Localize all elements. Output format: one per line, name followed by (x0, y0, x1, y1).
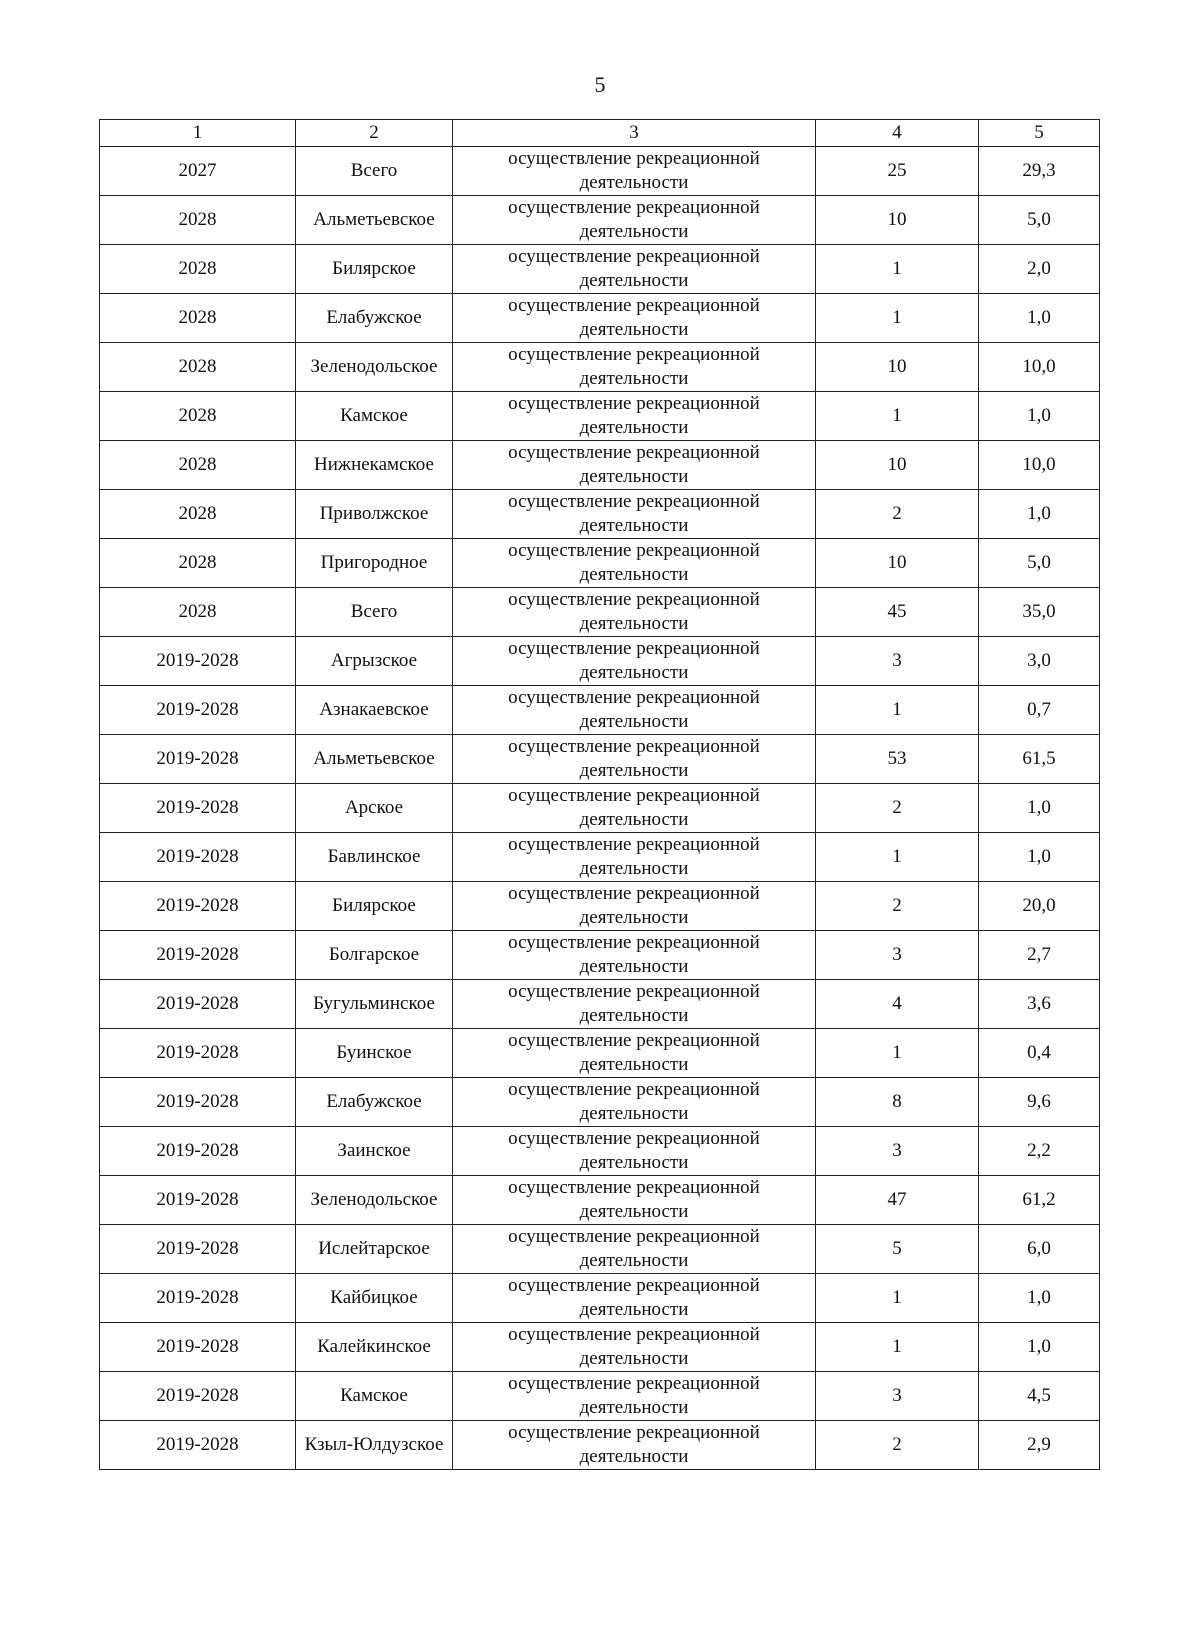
column-header-3: 3 (453, 120, 816, 147)
count-cell: 1 (816, 1029, 979, 1078)
count-cell: 8 (816, 1078, 979, 1127)
area-cell: 2,7 (979, 931, 1100, 980)
area-cell: 0,4 (979, 1029, 1100, 1078)
header-row (100, 120, 1100, 147)
table-row (100, 294, 1100, 343)
district-cell: Заинское (296, 1127, 453, 1176)
table-row (100, 833, 1100, 882)
table-row (100, 490, 1100, 539)
table-row (100, 1323, 1100, 1372)
table-row (100, 980, 1100, 1029)
activity-cell: осуществление рекреационной деятельности (453, 1323, 816, 1372)
area-cell: 2,9 (979, 1421, 1100, 1470)
count-cell: 10 (816, 196, 979, 245)
district-cell: Арское (296, 784, 453, 833)
district-cell: Всего (296, 588, 453, 637)
area-cell: 1,0 (979, 833, 1100, 882)
count-cell: 1 (816, 392, 979, 441)
area-cell: 61,5 (979, 735, 1100, 784)
area-cell: 4,5 (979, 1372, 1100, 1421)
count-cell: 2 (816, 882, 979, 931)
table-row (100, 588, 1100, 637)
area-cell: 1,0 (979, 392, 1100, 441)
period-cell: 2019-2028 (100, 931, 296, 980)
table-row (100, 784, 1100, 833)
district-cell: Камское (296, 1372, 453, 1421)
table-header (100, 120, 1100, 147)
count-cell: 2 (816, 1421, 979, 1470)
area-cell: 3,0 (979, 637, 1100, 686)
district-cell: Елабужское (296, 294, 453, 343)
district-cell: Елабужское (296, 1078, 453, 1127)
table-row (100, 539, 1100, 588)
period-cell: 2028 (100, 294, 296, 343)
count-cell: 53 (816, 735, 979, 784)
area-cell: 1,0 (979, 784, 1100, 833)
data-table (99, 119, 1100, 1470)
area-cell: 61,2 (979, 1176, 1100, 1225)
district-cell: Бугульминское (296, 980, 453, 1029)
table-row (100, 1274, 1100, 1323)
count-cell: 1 (816, 245, 979, 294)
table-row (100, 441, 1100, 490)
period-cell: 2019-2028 (100, 686, 296, 735)
area-cell: 0,7 (979, 686, 1100, 735)
activity-cell: осуществление рекреационной деятельности (453, 784, 816, 833)
count-cell: 1 (816, 1323, 979, 1372)
area-cell: 2,0 (979, 245, 1100, 294)
period-cell: 2019-2028 (100, 1323, 296, 1372)
area-cell: 20,0 (979, 882, 1100, 931)
period-cell: 2028 (100, 441, 296, 490)
district-cell: Бавлинское (296, 833, 453, 882)
period-cell: 2028 (100, 343, 296, 392)
period-cell: 2019-2028 (100, 784, 296, 833)
period-cell: 2019-2028 (100, 833, 296, 882)
district-cell: Пригородное (296, 539, 453, 588)
period-cell: 2019-2028 (100, 882, 296, 931)
column-header-1: 1 (100, 120, 296, 147)
activity-cell: осуществление рекреационной деятельности (453, 1029, 816, 1078)
count-cell: 1 (816, 686, 979, 735)
activity-cell: осуществление рекреационной деятельности (453, 196, 816, 245)
district-cell: Приволжское (296, 490, 453, 539)
table-row (100, 147, 1100, 196)
table-row (100, 931, 1100, 980)
activity-cell: осуществление рекреационной деятельности (453, 1176, 816, 1225)
area-cell: 29,3 (979, 147, 1100, 196)
activity-cell: осуществление рекреационной деятельности (453, 833, 816, 882)
period-cell: 2019-2028 (100, 1274, 296, 1323)
period-cell: 2019-2028 (100, 1078, 296, 1127)
count-cell: 10 (816, 441, 979, 490)
activity-cell: осуществление рекреационной деятельности (453, 931, 816, 980)
activity-cell: осуществление рекреационной деятельности (453, 392, 816, 441)
district-cell: Болгарское (296, 931, 453, 980)
page-number: 5 (594, 72, 606, 97)
district-cell: Кзыл-Юлдузское (296, 1421, 453, 1470)
activity-cell: осуществление рекреационной деятельности (453, 637, 816, 686)
activity-cell: осуществление рекреационной деятельности (453, 1225, 816, 1274)
count-cell: 25 (816, 147, 979, 196)
district-cell: Нижнекамское (296, 441, 453, 490)
area-cell: 9,6 (979, 1078, 1100, 1127)
table-row (100, 1029, 1100, 1078)
table-row (100, 1176, 1100, 1225)
period-cell: 2028 (100, 392, 296, 441)
table-row (100, 1421, 1100, 1470)
table-row (100, 735, 1100, 784)
column-header-2: 2 (296, 120, 453, 147)
activity-cell: осуществление рекреационной деятельности (453, 686, 816, 735)
period-cell: 2028 (100, 490, 296, 539)
district-cell: Зеленодольское (296, 343, 453, 392)
district-cell: Азнакаевское (296, 686, 453, 735)
count-cell: 2 (816, 490, 979, 539)
count-cell: 1 (816, 833, 979, 882)
table-row (100, 1372, 1100, 1421)
period-cell: 2028 (100, 196, 296, 245)
activity-cell: осуществление рекреационной деятельности (453, 735, 816, 784)
table-row (100, 637, 1100, 686)
period-cell: 2019-2028 (100, 637, 296, 686)
count-cell: 3 (816, 1127, 979, 1176)
count-cell: 1 (816, 1274, 979, 1323)
table-row (100, 882, 1100, 931)
count-cell: 3 (816, 1372, 979, 1421)
activity-cell: осуществление рекреационной деятельности (453, 1274, 816, 1323)
table-row (100, 392, 1100, 441)
period-cell: 2019-2028 (100, 1029, 296, 1078)
area-cell: 5,0 (979, 539, 1100, 588)
activity-cell: осуществление рекреационной деятельности (453, 490, 816, 539)
district-cell: Кайбицкое (296, 1274, 453, 1323)
activity-cell: осуществление рекреационной деятельности (453, 441, 816, 490)
count-cell: 10 (816, 539, 979, 588)
activity-cell: осуществление рекреационной деятельности (453, 343, 816, 392)
period-cell: 2028 (100, 539, 296, 588)
count-cell: 3 (816, 637, 979, 686)
activity-cell: осуществление рекреационной деятельности (453, 147, 816, 196)
area-cell: 10,0 (979, 343, 1100, 392)
activity-cell: осуществление рекреационной деятельности (453, 588, 816, 637)
area-cell: 5,0 (979, 196, 1100, 245)
table-row (100, 196, 1100, 245)
area-cell: 35,0 (979, 588, 1100, 637)
table-body (100, 147, 1100, 1470)
count-cell: 47 (816, 1176, 979, 1225)
district-cell: Буинское (296, 1029, 453, 1078)
table-row (100, 686, 1100, 735)
count-cell: 4 (816, 980, 979, 1029)
column-header-4: 4 (816, 120, 979, 147)
district-cell: Альметьевское (296, 196, 453, 245)
period-cell: 2019-2028 (100, 1127, 296, 1176)
table-row (100, 245, 1100, 294)
activity-cell: осуществление рекреационной деятельности (453, 1127, 816, 1176)
area-cell: 1,0 (979, 1274, 1100, 1323)
table-row (100, 1127, 1100, 1176)
count-cell: 5 (816, 1225, 979, 1274)
period-cell: 2028 (100, 588, 296, 637)
count-cell: 3 (816, 931, 979, 980)
count-cell: 1 (816, 294, 979, 343)
activity-cell: осуществление рекреационной деятельности (453, 1372, 816, 1421)
district-cell: Билярское (296, 882, 453, 931)
column-header-5: 5 (979, 120, 1100, 147)
district-cell: Агрызское (296, 637, 453, 686)
count-cell: 10 (816, 343, 979, 392)
area-cell: 6,0 (979, 1225, 1100, 1274)
period-cell: 2019-2028 (100, 1421, 296, 1470)
period-cell: 2019-2028 (100, 735, 296, 784)
period-cell: 2019-2028 (100, 1372, 296, 1421)
count-cell: 45 (816, 588, 979, 637)
activity-cell: осуществление рекреационной деятельности (453, 294, 816, 343)
period-cell: 2019-2028 (100, 1176, 296, 1225)
district-cell: Калейкинское (296, 1323, 453, 1372)
period-cell: 2019-2028 (100, 1225, 296, 1274)
area-cell: 1,0 (979, 1323, 1100, 1372)
district-cell: Билярское (296, 245, 453, 294)
area-cell: 10,0 (979, 441, 1100, 490)
area-cell: 3,6 (979, 980, 1100, 1029)
period-cell: 2028 (100, 245, 296, 294)
district-cell: Зеленодольское (296, 1176, 453, 1225)
period-cell: 2027 (100, 147, 296, 196)
area-cell: 2,2 (979, 1127, 1100, 1176)
district-cell: Альметьевское (296, 735, 453, 784)
activity-cell: осуществление рекреационной деятельности (453, 245, 816, 294)
table-row (100, 1078, 1100, 1127)
period-cell: 2019-2028 (100, 980, 296, 1029)
activity-cell: осуществление рекреационной деятельности (453, 980, 816, 1029)
activity-cell: осуществление рекреационной деятельности (453, 539, 816, 588)
activity-cell: осуществление рекреационной деятельности (453, 1078, 816, 1127)
area-cell: 1,0 (979, 294, 1100, 343)
district-cell: Камское (296, 392, 453, 441)
activity-cell: осуществление рекреационной деятельности (453, 882, 816, 931)
district-cell: Ислейтарское (296, 1225, 453, 1274)
district-cell: Всего (296, 147, 453, 196)
table-row (100, 1225, 1100, 1274)
activity-cell: осуществление рекреационной деятельности (453, 1421, 816, 1470)
area-cell: 1,0 (979, 490, 1100, 539)
table-row (100, 343, 1100, 392)
count-cell: 2 (816, 784, 979, 833)
